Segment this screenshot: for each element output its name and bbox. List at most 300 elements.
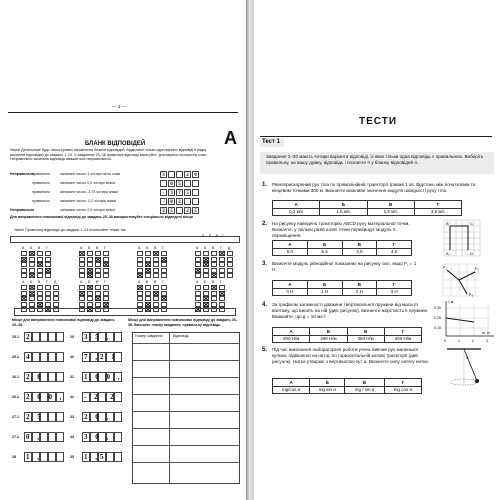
force-label-3: F₃	[469, 292, 474, 297]
answer-letter: В	[96, 280, 99, 284]
answer-digit-cell[interactable]	[40, 352, 48, 362]
digit-box: 2	[184, 207, 191, 214]
answer-letter: Г	[220, 280, 222, 284]
answer-checkbox[interactable]	[45, 251, 51, 256]
question-text: Під час виконання лабораторної роботи учень вивчав рух маленької кульки, підвішеної на нитці, по горизонтальній колові траєкторії (див. рисунок). Нитка утворює з вертикаллю кут α. Визначте силу натягу нитки.	[272, 347, 429, 364]
answer-checkbox[interactable]	[153, 296, 159, 301]
answer-checkbox[interactable]	[95, 291, 101, 296]
answer-checkbox[interactable]	[227, 262, 233, 267]
answer-checkbox[interactable]	[45, 302, 51, 307]
answer-letter: В	[212, 280, 215, 284]
answer-checkbox[interactable]	[45, 268, 51, 273]
answer-checkbox[interactable]	[211, 251, 217, 256]
answer-checkbox[interactable]	[103, 262, 109, 267]
digit-box	[184, 198, 191, 205]
answer-checkbox[interactable]	[211, 273, 217, 278]
force-label-2: F₂	[475, 266, 479, 271]
angle-label: α	[466, 355, 469, 360]
answer-checkbox[interactable]	[153, 251, 159, 256]
digit-box	[176, 171, 183, 178]
replacement-row[interactable]	[133, 428, 239, 429]
handwritten-answer: 2 0 0 ,	[26, 393, 65, 401]
digit-box: 2	[160, 207, 167, 214]
answer-checkbox[interactable]	[145, 251, 151, 256]
replacement-row[interactable]	[133, 360, 239, 361]
answer-letter: Д	[54, 280, 57, 284]
answer-checkbox[interactable]	[29, 251, 35, 256]
answer-digit-cell[interactable]	[48, 412, 56, 422]
task-number: 27.1	[12, 415, 19, 419]
answer-digit-cell[interactable]	[114, 432, 122, 442]
test-label: Тест 1	[262, 139, 280, 145]
handwritten-answer: 2	[26, 333, 33, 341]
answer-checkbox[interactable]	[21, 251, 27, 256]
handwritten-answer: 2 0 ,	[84, 413, 112, 421]
answer-checkbox[interactable]	[153, 268, 159, 273]
replacement-col-number: Номер завдання	[135, 334, 163, 338]
answer-checkbox[interactable]	[137, 285, 143, 290]
answer-checkbox[interactable]	[211, 291, 217, 296]
answer-checkbox[interactable]	[29, 302, 35, 307]
answer-checkbox[interactable]	[37, 262, 43, 267]
answer-letter: Б	[204, 246, 207, 250]
digit-box: 3	[168, 189, 175, 196]
replacement-col-answer: Відповідь	[173, 334, 189, 338]
task-number: 30	[70, 355, 74, 359]
answers-grid-1-24[interactable]	[12, 246, 237, 311]
answer-checkbox[interactable]	[211, 296, 217, 301]
digit-box: 5	[168, 207, 175, 214]
answer-checkbox[interactable]	[29, 268, 35, 273]
answer-digit-cell[interactable]	[56, 372, 64, 382]
answer-checkbox[interactable]	[211, 302, 217, 307]
graph-ytick: 0,10	[434, 326, 441, 330]
title-divider	[260, 136, 492, 137]
answer-digit-cell[interactable]	[56, 432, 64, 442]
graph-xtick: 2	[472, 339, 474, 343]
question-text: На рисунку наведено траєкторію ABCD руху матеріальної точки. Визначте, у скільки разів шлях точки перевищує модуль її переміщення.	[272, 221, 410, 238]
digit-box: 0	[168, 180, 175, 187]
answer-checkbox[interactable]	[29, 296, 35, 301]
answer-checkbox[interactable]	[137, 291, 143, 296]
answer-checkbox[interactable]	[195, 296, 201, 301]
answer-checkbox[interactable]	[219, 296, 225, 301]
task-number: 26.2	[12, 395, 19, 399]
answer-checkbox[interactable]	[29, 262, 35, 267]
tasks-hint: Увага! Правильну відповідь до завдань 1–24 позначайте тільки так:	[14, 228, 127, 232]
answer-letter: Д	[228, 246, 231, 250]
digit-box: 0	[192, 171, 199, 178]
answer-digit-cell[interactable]	[48, 432, 56, 442]
answer-checkbox[interactable]	[161, 251, 167, 256]
answer-checkbox[interactable]	[161, 302, 167, 307]
example-label: Неправильно	[10, 172, 35, 176]
answer-letter: Б	[204, 280, 207, 284]
answer-checkbox[interactable]	[137, 268, 143, 273]
digit-box	[168, 171, 175, 178]
options-table: А Б В Г 5,0 5,5 4,0 4,5	[272, 240, 412, 256]
answer-checkbox[interactable]	[79, 268, 85, 273]
answer-letter: В	[154, 280, 157, 284]
answer-letter: Б	[146, 246, 149, 250]
handwritten-answer-grid[interactable]	[12, 332, 127, 482]
replacement-row[interactable]	[133, 445, 239, 446]
answer-checkbox[interactable]	[95, 273, 101, 278]
answer-checkbox[interactable]	[21, 257, 27, 262]
hint-letters: А Б В Г	[202, 234, 225, 238]
task-number: 27.2	[12, 435, 19, 439]
answer-checkbox[interactable]	[87, 302, 93, 307]
answer-checkbox[interactable]	[29, 291, 35, 296]
answer-checkbox[interactable]	[21, 296, 27, 301]
point-b-label: B	[446, 221, 449, 226]
question-number: 5.	[262, 347, 268, 353]
answer-checkbox[interactable]	[211, 257, 217, 262]
answer-checkbox[interactable]	[227, 268, 233, 273]
answer-letter: В	[212, 246, 215, 250]
spring-graph	[434, 298, 498, 344]
answer-checkbox[interactable]	[161, 268, 167, 273]
answer-checkbox[interactable]	[219, 273, 225, 278]
answer-checkbox[interactable]	[45, 291, 51, 296]
sheet-letter: А	[224, 128, 237, 148]
page-title: ТЕСТИ	[359, 116, 398, 127]
answer-checkbox[interactable]	[53, 291, 59, 296]
task-number: 34	[70, 435, 74, 439]
answer-letter: В	[96, 246, 99, 250]
answer-checkbox[interactable]	[195, 302, 201, 307]
answer-letter: Г	[162, 246, 164, 250]
answer-letter: Б	[88, 280, 91, 284]
question-number: 3.	[262, 261, 268, 267]
handwritten-answer: 1 0 0 ,	[84, 373, 123, 381]
graph-ytick: 0,20	[434, 316, 441, 320]
answer-digit-cell[interactable]	[56, 352, 64, 362]
answer-checkbox[interactable]	[95, 296, 101, 301]
answer-checkbox[interactable]	[145, 285, 151, 290]
answer-letter: А	[80, 280, 83, 284]
answer-checkbox[interactable]	[219, 285, 225, 290]
question-text: За графіком залежності довжини l вертикальної пружини від маси m вантажу, що висить на ній (див. рисунок), визначте жорсткість k пружини. Вважайте, що g = 10 м/с².	[272, 302, 429, 319]
answer-checkbox[interactable]	[95, 257, 101, 262]
answer-letter: А	[22, 280, 25, 284]
task-number: 35	[70, 455, 74, 459]
task-number: 28	[12, 455, 16, 459]
answer-checkbox[interactable]	[37, 257, 43, 262]
answer-checkbox[interactable]	[137, 273, 143, 278]
handwritten-answer: 3 5 ,	[84, 333, 112, 341]
digit-box	[192, 180, 199, 187]
handwritten-answer: 2 8	[26, 373, 44, 381]
answer-checkbox[interactable]	[37, 268, 43, 273]
digit-box: 5	[176, 180, 183, 187]
point-a-label: A	[446, 251, 449, 256]
answer-checkbox[interactable]	[227, 257, 233, 262]
answer-checkbox[interactable]	[37, 285, 43, 290]
answer-checkbox[interactable]	[53, 302, 59, 307]
answer-checkbox[interactable]	[37, 273, 43, 278]
answer-checkbox[interactable]	[153, 285, 159, 290]
answer-checkbox[interactable]	[203, 296, 209, 301]
answer-checkbox[interactable]	[219, 291, 225, 296]
answer-checkbox[interactable]	[153, 273, 159, 278]
answer-checkbox[interactable]	[95, 251, 101, 256]
answer-checkbox[interactable]	[37, 291, 43, 296]
answer-checkbox[interactable]	[45, 296, 51, 301]
replacement-row[interactable]	[133, 411, 239, 412]
replacement-row[interactable]	[133, 394, 239, 395]
answer-checkbox[interactable]	[103, 257, 109, 262]
answer-checkbox[interactable]	[103, 285, 109, 290]
answer-checkbox[interactable]	[21, 302, 27, 307]
answer-checkbox[interactable]	[87, 291, 93, 296]
answer-checkbox[interactable]	[195, 273, 201, 278]
answer-checkbox[interactable]	[45, 262, 51, 267]
force-label-1: F₁	[443, 265, 447, 270]
answer-checkbox[interactable]	[87, 268, 93, 273]
digit-box	[192, 189, 199, 196]
hint-bar	[10, 236, 240, 243]
digit-box	[184, 180, 191, 187]
answer-checkbox[interactable]	[145, 273, 151, 278]
answer-digit-cell[interactable]	[48, 352, 56, 362]
answer-checkbox[interactable]	[79, 302, 85, 307]
answer-checkbox[interactable]	[21, 291, 27, 296]
sheet-title: БЛАНК ВІДПОВІДЕЙ	[85, 141, 146, 147]
answer-checkbox[interactable]	[45, 273, 51, 278]
answer-letter: А	[138, 280, 141, 284]
answer-digit-cell[interactable]	[56, 332, 64, 342]
answer-checkbox[interactable]	[211, 268, 217, 273]
answer-checkbox[interactable]	[219, 262, 225, 267]
trajectory-figure	[439, 215, 484, 260]
answer-checkbox[interactable]	[87, 257, 93, 262]
answer-checkbox[interactable]	[153, 302, 159, 307]
answer-checkbox[interactable]	[137, 257, 143, 262]
digit-box: 5	[192, 207, 199, 214]
pendulum-figure	[439, 345, 489, 390]
answer-checkbox[interactable]	[203, 257, 209, 262]
answer-checkbox[interactable]	[29, 273, 35, 278]
answer-digit-cell[interactable]	[48, 452, 56, 462]
answer-checkbox[interactable]	[95, 285, 101, 290]
answer-checkbox[interactable]	[53, 296, 59, 301]
answer-sheet-page: — 3 — БЛАНК ВІДПОВІДЕЙ А Увага! Детальніше будь ласка правил заповнення бланка відповідей. Відмічайте тільки один варіант відповіді в рядку варіантів відповідей до завдань 1–24. У завданнях 25–38 правильні відповіді записуйте, ураховуючи положення коми. Неправильно записана відповідь вважається неправильною. Неправильно правильно записане число 3 чотири після коми правильно записане число 0,5 чотири знаки правильно записане число -3,75 чотири знаки правильно записане число -0,2 чотири знаки Неправильно записане число 2,5 чотири знаки 3 2 0 0 5 - 3 7 5 - 0 2 2 5 2 5 Для виправлення помилкової відповіді до завдань 25–38 використовуйте спеціально відведені місця Увага! Правильну відповідь до завдань 1–24 позначайте тільки так: А Б В Г А Б В Г А Б В Г А Б В Г А Б В Г Д А Б В Г Д А Б В Г А Б В Г А Б В Г Місце для виправлення помилкової відповіді до завдань 25–38. Місце для виправлення помилкової відповіді до завдань 25–38. Запишіть номер завдання, правильну відповідь 25.1 2 25.2 4 26.1 2 8 26.2 2 0 0 , 27.1 2 5 27.2 0 , 28 1 , 29 3 5 , 30 7 ,2 1 31 1 0 0 , 32 - 2 ,2 33 2 0 , 34 3 0 , 35 1 ,5 Номер завдання Відповідь	[0, 0, 246, 500]
answer-checkbox[interactable]	[21, 273, 27, 278]
handwritten-answer: 4	[26, 353, 33, 361]
answer-checkbox[interactable]	[203, 268, 209, 273]
answer-digit-cell[interactable]	[48, 372, 56, 382]
answer-checkbox[interactable]	[103, 291, 109, 296]
answer-checkbox[interactable]	[137, 302, 143, 307]
digit-box: 2	[176, 198, 183, 205]
book-spine	[246, 0, 254, 500]
answer-checkbox[interactable]	[87, 296, 93, 301]
answer-checkbox[interactable]	[29, 285, 35, 290]
answer-checkbox[interactable]	[195, 285, 201, 290]
digit-box: 2	[184, 171, 191, 178]
question-text: Визначте модуль рівнодійної показаних на рисунку сил, якщо F₁ = 1 Н.	[272, 261, 417, 272]
answer-digit-cell[interactable]	[114, 412, 122, 422]
correction-row[interactable]	[14, 308, 236, 316]
answer-checkbox[interactable]	[145, 302, 151, 307]
replacement-row[interactable]	[133, 343, 239, 344]
answer-letter: Г	[162, 280, 164, 284]
answer-checkbox[interactable]	[161, 262, 167, 267]
answer-checkbox[interactable]	[153, 262, 159, 267]
answer-checkbox[interactable]	[227, 273, 233, 278]
answer-checkbox[interactable]	[227, 251, 233, 256]
answer-checkbox[interactable]	[145, 268, 151, 273]
answer-checkbox[interactable]	[103, 273, 109, 278]
answer-checkbox[interactable]	[219, 251, 225, 256]
answer-letter: Г	[220, 246, 222, 250]
graph-xtick: 0	[444, 339, 446, 343]
forces-figure	[439, 260, 484, 300]
answer-digit-cell[interactable]	[32, 332, 40, 342]
answer-checkbox[interactable]	[161, 296, 167, 301]
answer-checkbox[interactable]	[29, 257, 35, 262]
answer-checkbox[interactable]	[219, 268, 225, 273]
answer-checkbox[interactable]	[21, 285, 27, 290]
digit-box: -	[160, 189, 167, 196]
answer-checkbox[interactable]	[153, 257, 159, 262]
answer-checkbox[interactable]	[203, 302, 209, 307]
answer-checkbox[interactable]	[219, 302, 225, 307]
answer-checkbox[interactable]	[45, 285, 51, 290]
answer-checkbox[interactable]	[95, 268, 101, 273]
options-table: А Б В Г 200 Н/м 250 Н/м 350 Н/м 450 Н/м	[272, 327, 422, 343]
answer-checkbox[interactable]	[203, 291, 209, 296]
answer-checkbox[interactable]	[145, 291, 151, 296]
handwritten-answer: 7 ,2 1	[84, 353, 118, 361]
answer-checkbox[interactable]	[145, 262, 151, 267]
page-number: — 3 —	[112, 104, 127, 109]
answer-letter: В	[38, 246, 41, 250]
graph-ytick: 0,30	[434, 306, 441, 310]
answer-checkbox[interactable]	[79, 251, 85, 256]
answer-checkbox[interactable]	[203, 262, 209, 267]
answer-digit-cell[interactable]	[32, 352, 40, 362]
answer-checkbox[interactable]	[87, 262, 93, 267]
handwritten-answer: 0 ,	[26, 433, 42, 441]
answer-digit-cell[interactable]	[56, 452, 64, 462]
warning-text: Увага! Детальніше будь ласка правил заповнення бланка відповідей. Відмічайте тільки один варіант відповіді в рядку варіантів відповідей до завдань 1–24. У завданнях 25–38 правильні відповіді записуйте, ураховуючи положення коми. Неправильно записана відповідь вважається неправильною.	[10, 148, 208, 162]
answer-checkbox[interactable]	[195, 291, 201, 296]
answer-checkbox[interactable]	[103, 302, 109, 307]
replacement-row[interactable]	[133, 377, 239, 378]
answer-letter: Г	[104, 280, 106, 284]
answer-checkbox[interactable]	[211, 262, 217, 267]
answer-checkbox[interactable]	[103, 268, 109, 273]
task-number: 29	[70, 335, 74, 339]
answer-checkbox[interactable]	[211, 285, 217, 290]
answer-checkbox[interactable]	[79, 257, 85, 262]
replacement-table[interactable]	[132, 332, 240, 484]
answer-checkbox[interactable]	[53, 285, 59, 290]
options-table: А Б В Г 0 Н 1 Н 2 Н 3 Н	[272, 280, 412, 296]
replacement-divider	[169, 333, 170, 483]
answer-checkbox[interactable]	[195, 262, 201, 267]
answer-checkbox[interactable]	[21, 268, 27, 273]
answer-checkbox[interactable]	[79, 273, 85, 278]
answer-checkbox[interactable]	[195, 251, 201, 256]
answer-checkbox[interactable]	[161, 285, 167, 290]
answer-checkbox[interactable]	[87, 273, 93, 278]
answer-digit-cell[interactable]	[40, 332, 48, 342]
answer-letter: Г	[104, 246, 106, 250]
answer-letter: Г	[46, 246, 48, 250]
answer-digit-cell[interactable]	[48, 332, 56, 342]
answer-checkbox[interactable]	[219, 257, 225, 262]
replacement-row[interactable]	[133, 462, 239, 463]
answer-checkbox[interactable]	[95, 262, 101, 267]
answer-digit-cell[interactable]	[114, 332, 122, 342]
options-table: А Б В Г 0,2 м/с 1,5 м/с 2,5 м/с 3,5 м/с	[272, 200, 462, 216]
answer-checkbox[interactable]	[137, 251, 143, 256]
task-number: 25.2	[12, 355, 19, 359]
answer-checkbox[interactable]	[87, 251, 93, 256]
answer-digit-cell[interactable]	[56, 412, 64, 422]
answer-checkbox[interactable]	[195, 257, 201, 262]
answer-checkbox[interactable]	[103, 251, 109, 256]
answer-checkbox[interactable]	[145, 257, 151, 262]
point-d-label: D	[470, 251, 473, 256]
answer-checkbox[interactable]	[161, 273, 167, 278]
answer-checkbox[interactable]	[37, 302, 43, 307]
answer-checkbox[interactable]	[95, 302, 101, 307]
answer-checkbox[interactable]	[161, 291, 167, 296]
answer-checkbox[interactable]	[145, 296, 151, 301]
answer-checkbox[interactable]	[79, 262, 85, 267]
answer-letter: Б	[88, 246, 91, 250]
answer-checkbox[interactable]	[161, 257, 167, 262]
answer-letter: А	[22, 246, 25, 250]
graph-xlabel: m, кг	[482, 331, 490, 335]
digit-box: 0	[168, 198, 175, 205]
answer-checkbox[interactable]	[79, 296, 85, 301]
tests-page	[254, 0, 500, 500]
digit-box: 7	[176, 189, 183, 196]
handwritten-answer: 1 ,5	[84, 453, 107, 461]
digit-box	[160, 180, 167, 187]
answer-checkbox[interactable]	[37, 296, 43, 301]
answer-checkbox[interactable]	[203, 251, 209, 256]
digit-box: 5	[184, 189, 191, 196]
answer-digit-cell[interactable]	[114, 452, 122, 462]
answer-checkbox[interactable]	[79, 291, 85, 296]
answer-checkbox[interactable]	[45, 257, 51, 262]
answer-letter: В	[38, 280, 41, 284]
task-number: 32	[70, 395, 74, 399]
answer-checkbox[interactable]	[203, 273, 209, 278]
answer-checkbox[interactable]	[79, 285, 85, 290]
answer-checkbox[interactable]	[87, 285, 93, 290]
answer-digit-cell[interactable]	[106, 452, 114, 462]
answer-checkbox[interactable]	[37, 251, 43, 256]
digit-box	[176, 207, 183, 214]
answer-checkbox[interactable]	[21, 262, 27, 267]
answer-checkbox[interactable]	[137, 262, 143, 267]
answer-checkbox[interactable]	[103, 296, 109, 301]
section-25-title: Місце для виправлення помилкової відповіді до завдань 25–38.	[12, 318, 115, 327]
answer-checkbox[interactable]	[203, 285, 209, 290]
answer-checkbox[interactable]	[153, 291, 159, 296]
answer-checkbox[interactable]	[195, 268, 201, 273]
question-number: 4.	[262, 302, 268, 308]
task-number: 31	[70, 375, 74, 379]
answer-checkbox[interactable]	[137, 296, 143, 301]
